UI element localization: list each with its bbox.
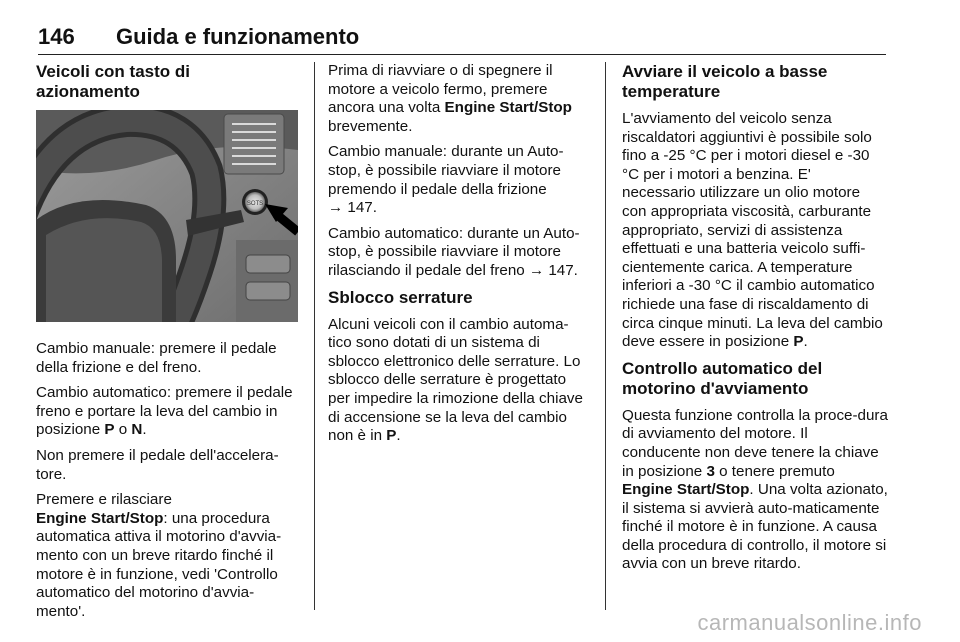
section-heading-start-button: Veicoli con tasto di azionamento — [36, 62, 190, 101]
column-2 — [328, 62, 592, 453]
paragraph: Non premere il pedale dell'accelera-tore. — [36, 446, 279, 483]
page-number: 146 — [38, 24, 75, 49]
page-title: Guida e funzionamento — [116, 24, 360, 49]
page-header — [38, 24, 886, 55]
paragraph: Cambio automatico: durante un Auto-stop, è possibile riavviare il motore rilasciando il pedale del freno → 147. — [328, 224, 580, 279]
section-heading-low-temperature: Avviare il veicolo a basse temperature — [622, 62, 828, 101]
page-reference-link[interactable]: → 147. — [328, 199, 377, 217]
section-heading-lock-release: Sblocco serrature — [328, 287, 473, 307]
paragraph: Cambio manuale: premere il pedale della frizione e del freno. — [36, 340, 277, 376]
paragraph: Questa funzione controlla la proce-dura di avviamento del motore. Il conducente non deve tenere la chiave in posizione 3 o tenere premuto Engine Start/Stop. Una volta azionato, il sistema si avvierà auto-maticamente finché il motore è in funzione. A causa della procedura di controllo, il motore si avvia con un breve ritardo. — [622, 406, 888, 573]
start-button-label: SOTS — [246, 201, 264, 207]
dashboard-photo — [36, 110, 298, 322]
column-divider-2 — [605, 62, 606, 610]
paragraph: Alcuni veicoli con il cambio automa-tico sono dotati di un sistema di sblocco elettronico delle serrature. Lo sblocco delle serrature è progettato per impedire la rimozione della chiave di accensione se la leva del cambio non è in P. — [328, 315, 583, 445]
paragraph: Cambio automatico: premere il pedale freno e portare la leva del cambio in posizione P o N. — [36, 384, 293, 439]
column-divider-1 — [314, 62, 315, 610]
column-1 — [36, 62, 298, 628]
paragraph: L'avviamento del veicolo senza riscaldatori aggiuntivi è possibile solo fino a -25 °C per i motori diesel e -30 °C per i motori a benzina. E' necessario utilizzare un olio motore con appropriata viscosità, carburante appropriato, servizi di assistenza effettuati e una batteria veicolo suffi-cientemente carica. A temperature inferiori a -30 °C il cambio automatico richiede una fase di riscaldamento di circa cinque minuti. La leva del cambio deve essere in posizione P. — [622, 110, 883, 351]
column-3 — [622, 62, 888, 581]
watermark-text: carmanualsonline.info — [697, 610, 922, 635]
paragraph: Premere e rilasciare Engine Start/Stop: una procedura automatica attiva il motorino d'avvia-mento con un breve ritardo finché il motore è in funzione, vedi 'Controllo automatico del motorino d'avvia-mento'. — [36, 491, 282, 620]
steering-wheel-illustration — [36, 110, 298, 322]
paragraph: Cambio manuale: durante un Auto-stop, è possibile riavviare il motore premendo il pedale della frizione → 147. — [328, 143, 564, 217]
paragraph: Prima di riavviare o di spegnere il motore a veicolo fermo, premere ancora una volta Engine Start/Stop brevemente. — [328, 62, 572, 135]
section-heading-starter-control: Controllo automatico del motorino d'avviamento — [622, 358, 823, 398]
